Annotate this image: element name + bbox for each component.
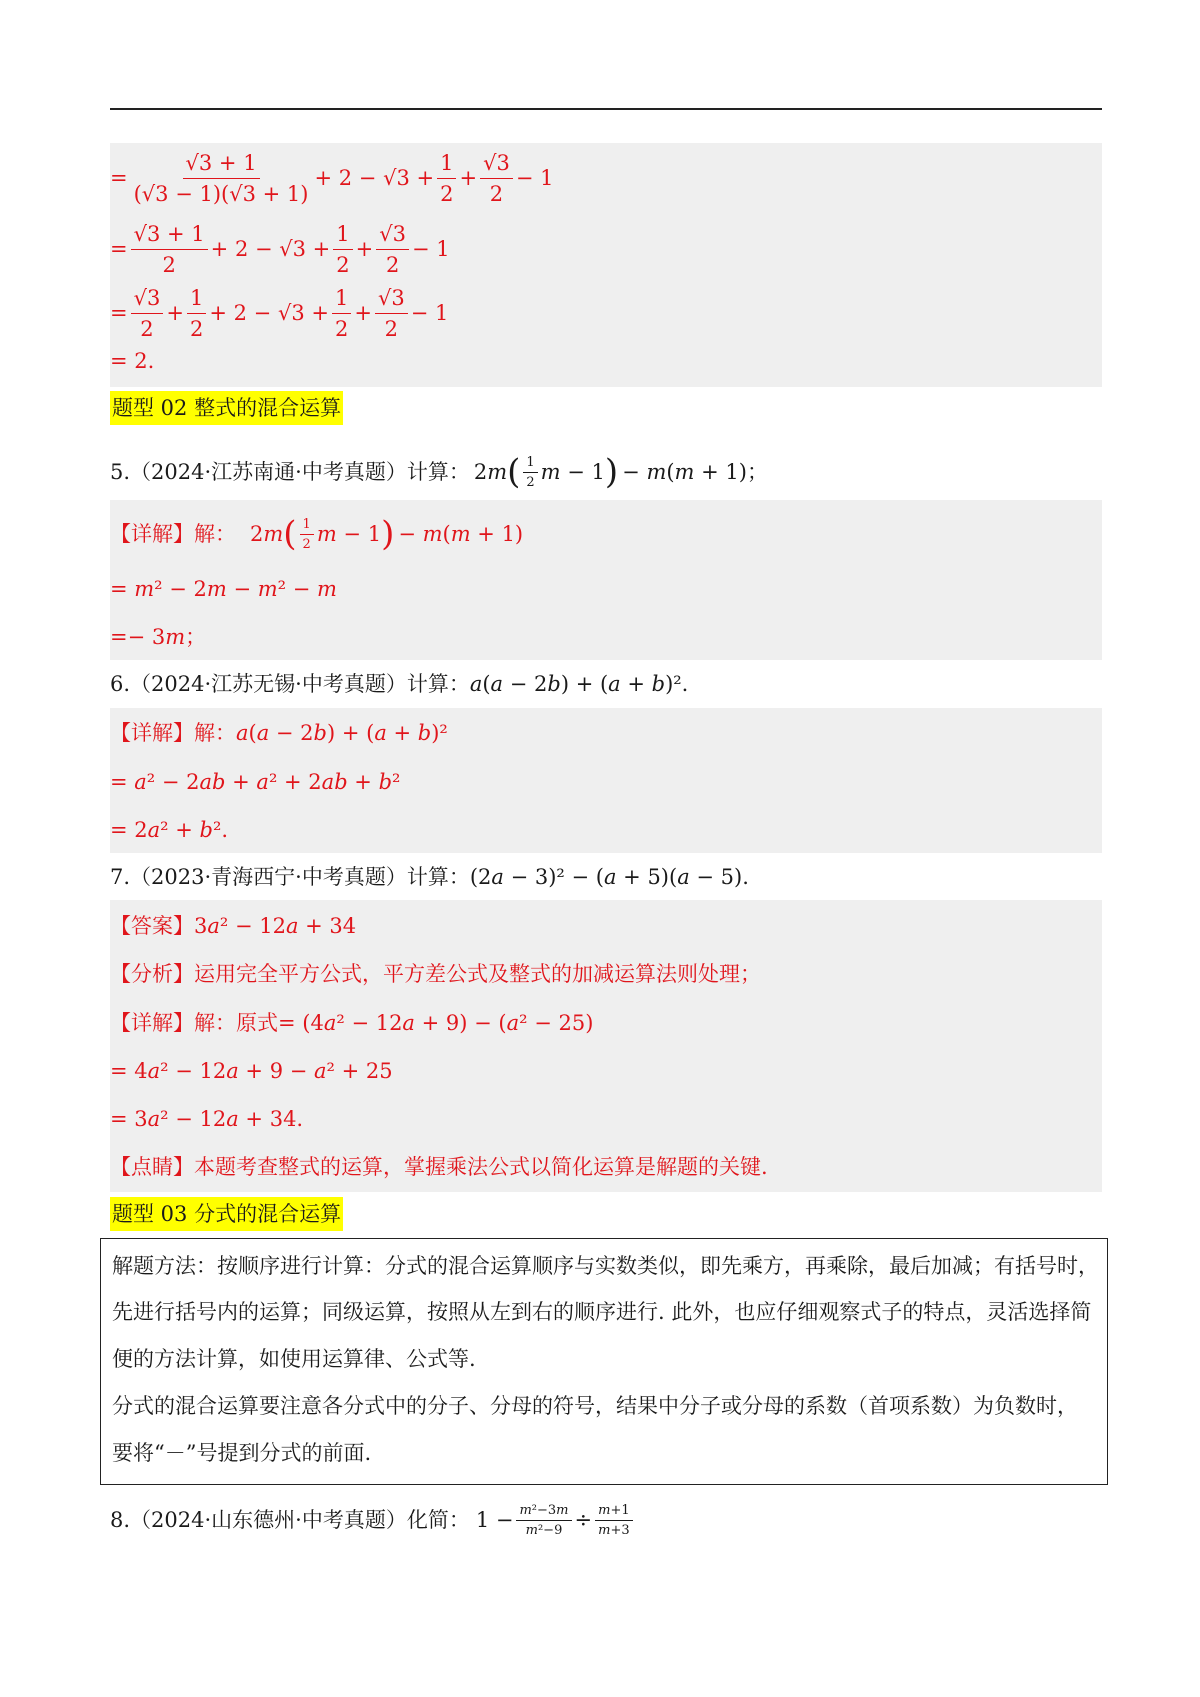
fraction: $\frac{\text{𝑚+1}}{\text{𝑚+3}}$ xyxy=(595,1503,633,1538)
fraction-half: $\frac{1}{2}$ xyxy=(437,150,456,207)
q6-step-1: = 𝑎² − 2𝑎𝑏 + 𝑎² + 2𝑎𝑏 + 𝑏² xyxy=(110,770,401,794)
method-line-4: 分式的混合运算要注意各分式中的分子、分母的符号，结果中分子或分母的系数（首项系数）为负数时， xyxy=(112,1394,1078,1418)
fraction-sqrt3-over-2: $\frac{√3}{2}$ xyxy=(376,221,409,278)
fraction: $\frac{√3 + 1}{(√3 - 1)(√3 + 1)}$ xyxy=(133,150,309,206)
fraction-sqrt3-over-2: $\frac{√3}{2}$ xyxy=(375,285,408,342)
question-5: 5.（2024·江苏南通·中考真题）计算： 2𝑚 ( $\frac{1}{2}$ 𝑚 − 1 ) − 𝑚(𝑚 + 1)； xyxy=(110,452,768,492)
cont-line-1: = $\frac{√3 + 1}{(√3 - 1)(√3 + 1)}$ + 2 − √3 + $\frac{1}{2}$ + $\frac{√3}{2}$ − 1 xyxy=(110,150,554,206)
q5-step-1: = 𝑚² − 2𝑚 − 𝑚² − 𝑚 xyxy=(110,577,337,601)
q5-step-2: =− 3𝑚； xyxy=(110,625,207,649)
cont-result: = 2. xyxy=(110,349,155,373)
q7-detail: 【详解】解：原式= (4𝑎² − 12𝑎 + 9) − (𝑎² − 25) xyxy=(110,1011,594,1035)
fraction-half: $\frac{1}{2}$ xyxy=(187,285,206,342)
fraction: $\frac{√3 + 1}{2}$ xyxy=(131,221,208,278)
solution-block-q7 xyxy=(110,900,1102,1192)
fraction-sqrt3-over-2: $\frac{√3}{2}$ xyxy=(480,150,513,207)
q6-detail: 【详解】解：𝑎(𝑎 − 2𝑏) + (𝑎 + 𝑏)² xyxy=(110,721,448,745)
method-line-2: 先进行括号内的运算；同级运算，按照从左到右的顺序进行. 此外，也应仔细观察式子的特点，灵活选择简 xyxy=(112,1300,1092,1324)
method-line-5: 要将“－”号提到分式的前面. xyxy=(112,1441,372,1465)
section-heading-03: 题型 03 分式的混合运算 xyxy=(110,1197,343,1231)
header-rule xyxy=(110,108,1102,110)
section-heading-02: 题型 02 整式的混合运算 xyxy=(110,391,343,425)
fraction: $\frac{\text{𝑚²−3𝑚}}{\text{𝑚²−9}}$ xyxy=(516,1503,571,1538)
method-line-1: 解题方法：按顺序进行计算：分式的混合运算顺序与实数类似，即先乘方，再乘除，最后加减；有括号时， xyxy=(112,1254,1099,1278)
cont-line-2: = $\frac{√3 + 1}{2}$ + 2 − √3 + $\frac{1}{2}$ + $\frac{√3}{2}$ − 1 xyxy=(110,221,450,277)
q7-step-1: = 4𝑎² − 12𝑎 + 9 − 𝑎² + 25 xyxy=(110,1059,393,1083)
question-6: 6.（2024·江苏无锡·中考真题）计算：𝑎(𝑎 − 2𝑏) + (𝑎 + 𝑏)². xyxy=(110,672,689,696)
q7-step-2: = 3𝑎² − 12𝑎 + 34. xyxy=(110,1107,304,1131)
fraction-sqrt3-over-2: $\frac{√3}{2}$ xyxy=(131,285,164,342)
q7-analysis: 【分析】运用完全平方公式，平方差公式及整式的加减运算法则处理； xyxy=(110,962,761,986)
fraction-half: $\frac{1}{2}$ xyxy=(333,221,352,278)
fraction-half: $\frac{1}{2}$ xyxy=(300,517,314,552)
q5-detail: 【详解】解： 2𝑚 ( $\frac{1}{2}$ 𝑚 − 1 ) − 𝑚(𝑚 + 1) xyxy=(110,514,524,554)
question-7: 7.（2023·青海西宁·中考真题）计算：(2𝑎 − 3)² − (𝑎 + 5)(𝑎 − 5). xyxy=(110,865,749,889)
fraction-half: $\frac{1}{2}$ xyxy=(523,455,537,490)
q7-comment: 【点睛】本题考查整式的运算，掌握乘法公式以简化运算是解题的关键. xyxy=(110,1155,768,1179)
question-8: 8.（2024·山东德州·中考真题）化简： 1 − $\frac{\text{𝑚²−3𝑚}}{\text{𝑚²−9}}$ ÷ $\frac{\text{𝑚+1}}{\text{𝑚+3}}$ xyxy=(110,1496,636,1544)
cont-line-3: = $\frac{√3}{2}$ + $\frac{1}{2}$ + 2 − √3 + $\frac{1}{2}$ + $\frac{√3}{2}$ − 1 xyxy=(110,285,449,341)
q6-step-2: = 2𝑎² + 𝑏². xyxy=(110,818,229,842)
fraction-half: $\frac{1}{2}$ xyxy=(332,285,351,342)
q7-answer: 【答案】3𝑎² − 12𝑎 + 34 xyxy=(110,914,357,938)
method-line-3: 便的方法计算，如使用运算律、公式等. xyxy=(112,1347,476,1371)
